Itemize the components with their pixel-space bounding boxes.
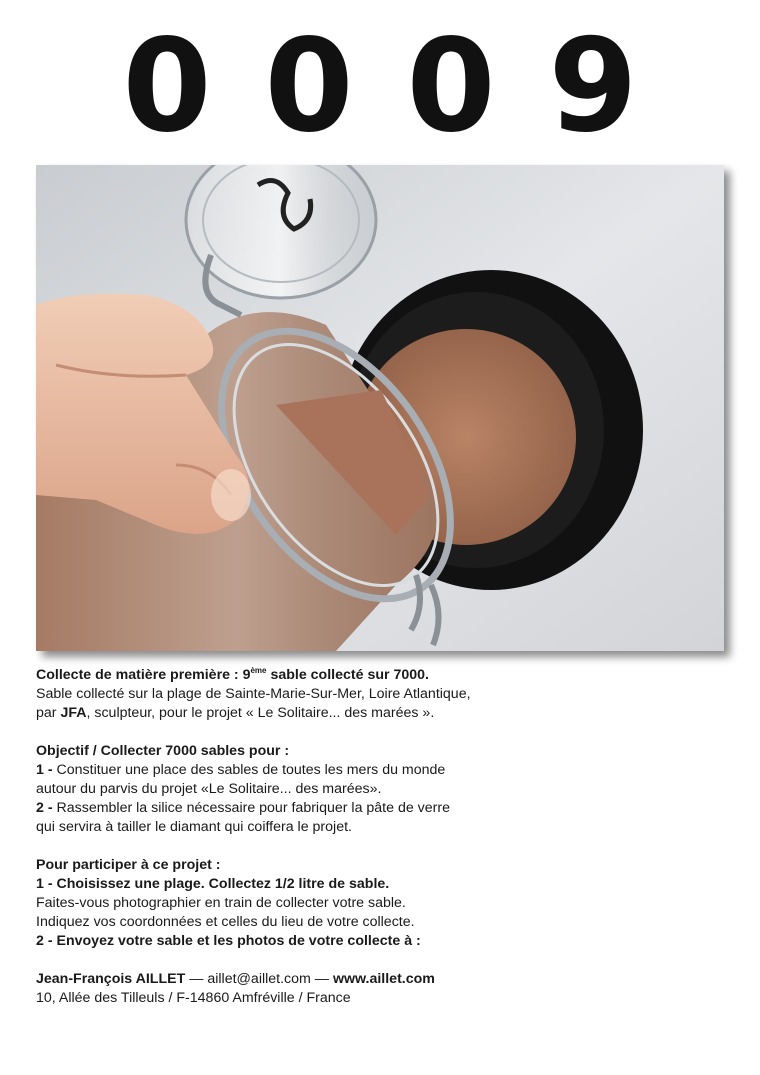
participate-step: 2 - Envoyez votre sable et les photos de votre collecte à : bbox=[36, 933, 421, 949]
objective-item: 2 - Rassembler la silice nécessaire pour fabriquer la pâte de verre bbox=[36, 800, 451, 816]
objective-item-cont: qui servira à tailler le diamant qui coiffera le projet. bbox=[36, 819, 352, 835]
website-link[interactable]: www.aillet.com bbox=[332, 971, 435, 987]
objective-item-cont: autour du parvis du projet «Le Solitaire... des marées». bbox=[36, 781, 382, 797]
intro-title: Collecte de matière première : 9ème sable collecté sur 7000. bbox=[36, 666, 429, 683]
participate-step: 1 - Choisissez une plage. Collectez 1/2 litre de sable. bbox=[36, 876, 390, 892]
contact-line: Jean-François AILLET — aillet@aillet.com — www.aillet.com bbox=[36, 971, 435, 987]
objective-heading: Objectif / Collecter 7000 sables pour : bbox=[36, 743, 290, 759]
intro-line: Sable collecté sur la plage de Sainte-Marie-Sur-Mer, Loire Atlantique, bbox=[36, 686, 471, 702]
digit: 0 bbox=[264, 12, 354, 161]
contact-address: 10, Allée des Tilleuls / F-14860 Amfréville / France bbox=[36, 990, 351, 1006]
intro-line: par JFA, sculpteur, pour le projet « Le Solitaire... des marées ». bbox=[36, 705, 435, 721]
digit: 9 bbox=[548, 12, 638, 161]
collection-number bbox=[0, 12, 760, 161]
participate-line: Indiquez vos coordonnées et celles du lieu de votre collecte. bbox=[36, 914, 415, 930]
email-link[interactable]: aillet@aillet.com bbox=[207, 971, 311, 987]
objective-item: 1 - Constituer une place des sables de toutes les mers du monde bbox=[36, 762, 446, 778]
participate-heading: Pour participer à ce projet : bbox=[36, 857, 221, 873]
description-text bbox=[36, 666, 716, 1008]
digit: 0 bbox=[122, 12, 212, 161]
digit: 0 bbox=[406, 12, 496, 161]
participate-line: Faites-vous photographier en train de collecter votre sable. bbox=[36, 895, 406, 911]
sand-jar-photo bbox=[36, 165, 724, 651]
